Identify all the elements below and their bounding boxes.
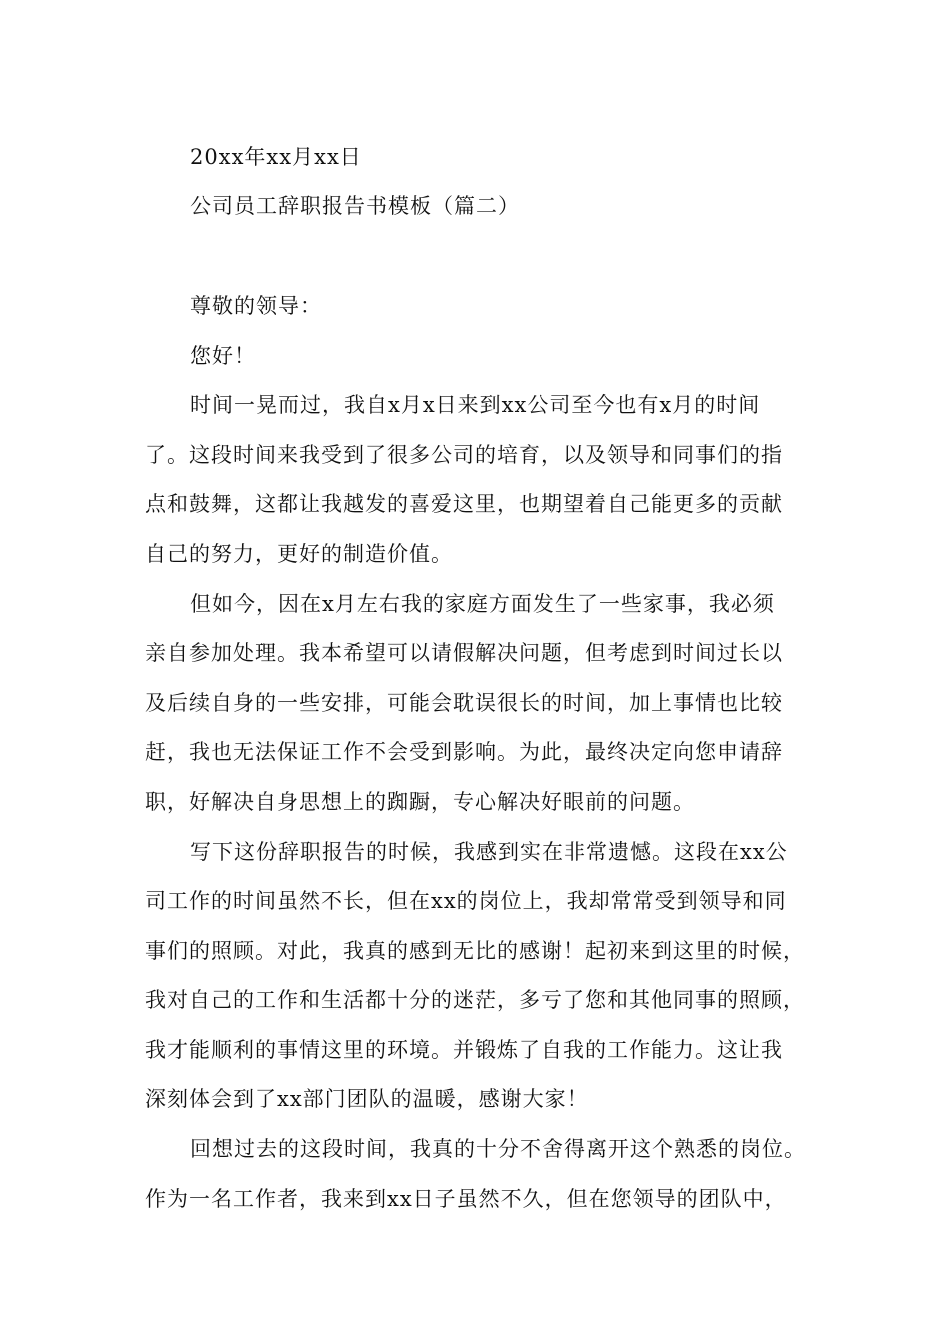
paragraph-2-line-5: 职，好解决自身思想上的踟蹰，专心解决好眼前的问题。	[145, 790, 695, 814]
salutation: 尊敬的领导：	[190, 294, 322, 318]
paragraph-1-line-3: 点和鼓舞，这都让我越发的喜爱这里，也期望着自己能更多的贡献	[145, 492, 783, 516]
paragraph-2-line-2: 亲自参加处理。我本希望可以请假解决问题，但考虑到时间过长以	[145, 641, 783, 665]
paragraph-2-line-4: 赶，我也无法保证工作不会受到影响。为此，最终决定向您申请辞	[145, 740, 783, 764]
paragraph-4-line-1: 回想过去的这段时间，我真的十分不舍得离开这个熟悉的岗位。	[190, 1137, 806, 1161]
paragraph-3-line-5: 我才能顺利的事情这里的环境。并锻炼了自我的工作能力。这让我	[145, 1038, 783, 1062]
document-title: 公司员工辞职报告书模板（篇二）	[190, 194, 520, 218]
paragraph-1-line-4: 自己的努力，更好的制造价值。	[145, 542, 453, 566]
paragraph-1-line-1: 时间一晃而过，我自x月x日来到xx公司至今也有x月的时间	[190, 393, 761, 417]
paragraph-3-line-4: 我对自己的工作和生活都十分的迷茫，多亏了您和其他同事的照顾，	[145, 988, 805, 1012]
paragraph-3-line-6: 深刻体会到了xx部门团队的温暖，感谢大家！	[145, 1087, 589, 1111]
paragraph-2-line-1: 但如今，因在x月左右我的家庭方面发生了一些家事，我必须	[190, 592, 775, 616]
greeting: 您好！	[190, 344, 256, 368]
paragraph-3-line-3: 事们的照顾。对此，我真的感到无比的感谢！起初来到这里的时候，	[145, 939, 805, 963]
date-line: 20xx年xx月xx日	[190, 145, 362, 169]
paragraph-3-line-2: 司工作的时间虽然不长，但在xx的岗位上，我却常常受到领导和同	[145, 889, 787, 913]
paragraph-2-line-3: 及后续自身的一些安排，可能会耽误很长的时间，加上事情也比较	[145, 691, 783, 715]
paragraph-1-line-2: 了。这段时间来我受到了很多公司的培育，以及领导和同事们的指	[145, 443, 783, 467]
paragraph-3-line-1: 写下这份辞职报告的时候，我感到实在非常遗憾。这段在xx公	[190, 840, 788, 864]
paragraph-4-line-2: 作为一名工作者，我来到xx日子虽然不久，但在您领导的团队中，	[145, 1187, 787, 1211]
